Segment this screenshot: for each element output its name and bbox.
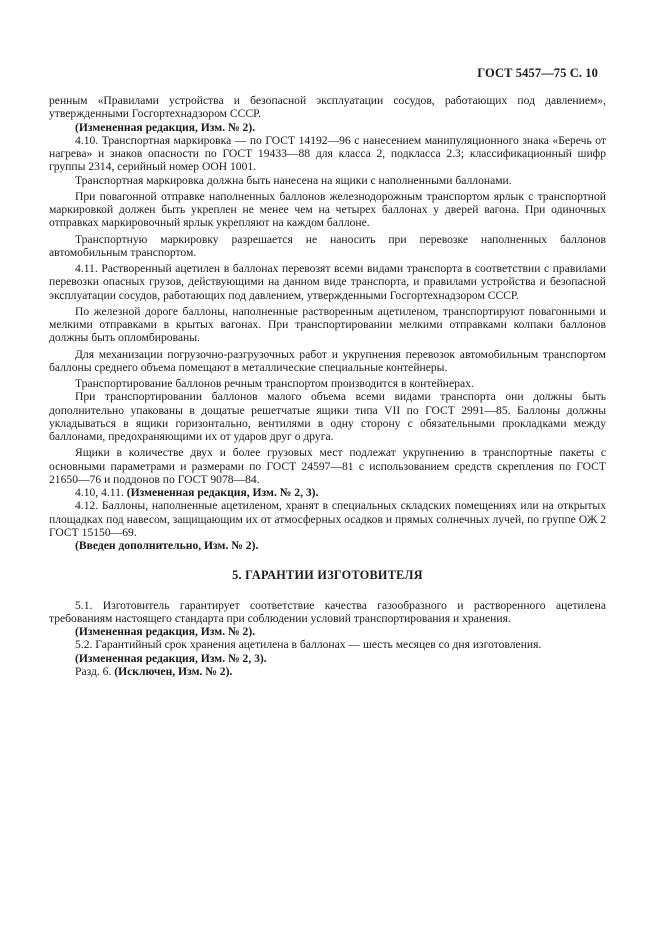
excluded-note: (Исключен, Изм. № 2). — [114, 664, 233, 678]
paragraph: Транспортная маркировка должна быть нанесена на ящики с наполненными баллонами. — [75, 173, 512, 187]
amendment-note: (Измененная редакция, Изм. № 2, 3). — [126, 486, 319, 499]
amendment-clauses: 4.10, 4.11. — [75, 486, 127, 499]
paragraph-4-12: 4.12. Баллоны, наполненные ацетиленом, хранят в специальных складских помещениях или на открытых площадках под навесом, защищающим их от атмосферных осадков и прямых солнечных лучей, по группе ОЖ 2 ГОСТ 15150—69. — [49, 499, 606, 539]
amendment-note: (Измененная редакция, Изм. № 2). — [75, 120, 256, 134]
page-header: ГОСТ 5457—75 С. 10 — [477, 66, 598, 80]
amendment-line — [49, 486, 606, 499]
paragraph: Транспортную маркировку разрешается не наносить при перевозке наполненных баллонов автомобильным транспортом. — [49, 232, 606, 259]
paragraph: Транспортирование баллонов речным транспортом производится в контейнерах. — [75, 377, 474, 390]
section-ref: Разд. 6. — [75, 664, 115, 678]
amendment-note: (Введен дополнительно, Изм. № 2). — [75, 539, 259, 552]
page-content — [49, 94, 606, 678]
paragraph: При повагонной отправке наполненных баллонов железнодорожным транспортом ярлык с транспортной маркировкой должен быть укреплен не менее чем на четырех баллонах у дверей вагона. При одиночных отправках маркировочный ярлык укрепляют на каждом баллоне. — [49, 189, 606, 230]
section-title: 5. ГАРАНТИИ ИЗГОТОВИТЕЛЯ — [232, 568, 423, 583]
paragraph: По железной дороге баллоны, наполненные растворенным ацетиленом, транспортируют повагонными и мелкими отправками в крытых вагонах. При транспортировании мелкими отправками колпаки баллонов должны быть опломбированы. — [49, 304, 606, 345]
paragraph-4-11: 4.11. Растворенный ацетилен в баллонах перевозят всеми видами транспорта в соответствии с правилами перевозки опасных грузов, действующими на данном виде транспорта, и правилами устройства и безопасной эксплуатации сосудов, работающих под давлением, утвержденными Госгортехнадзором СССР. — [49, 262, 606, 302]
section-6-note — [49, 665, 606, 678]
paragraph: Ящики в количестве двух и более грузовых мест подлежат укрупнению в транспортные пакеты с основными параметрами и размерами по ГОСТ 24597—81 с использованием средств скрепления по ГОСТ 21650—76 и поддонов по ГОСТ 9078—84. — [49, 446, 606, 486]
paragraph-5-2: 5.2. Гарантийный срок хранения ацетилена в баллонах — шесть месяцев со дня изготовления. — [75, 638, 542, 652]
paragraph: При транспортировании баллонов малого объема всеми видами транспорта они должны быть дополнительно упакованы в дощатые решетчатые ящики типа VII по ГОСТ 2991—85. Баллоны должны укладываться в ящики горизонтально, вентилями в одну сторону с обязательными прокладками между баллонами, предохраняющими их от ударов друг о друга. — [49, 390, 606, 443]
paragraph-4-10: 4.10. Транспортная маркировка — по ГОСТ 14192—96 с нанесением манипуляционного знака «Беречь от нагрева» и знаков опасности по ГОСТ 19433—88 для класса 2, подкласса 2.3; классификационный шифр группы 2314, серийный номер ООН 1001. — [49, 133, 606, 174]
amendment-note: (Измененная редакция, Изм. № 2). — [75, 625, 256, 638]
amendment-note: (Измененная редакция, Изм. № 2, 3). — [75, 651, 267, 665]
paragraph: ренным «Правилами устройства и безопасной эксплуатации сосудов, работающих под давлением», утвержденными Госгортехнадзором СССР. — [49, 94, 606, 121]
paragraph-5-1: 5.1. Изготовитель гарантирует соответствие качества газообразного и растворенного ацетилена требованиям настоящего стандарта при соблюдении условий транспортирования и хранения. — [49, 598, 606, 625]
paragraph: Для механизации погрузочно-разгрузочных работ и укрупнения перевозок автомобильным транспортом баллоны среднего объема помещают в металлические специальные контейнеры. — [49, 347, 606, 374]
